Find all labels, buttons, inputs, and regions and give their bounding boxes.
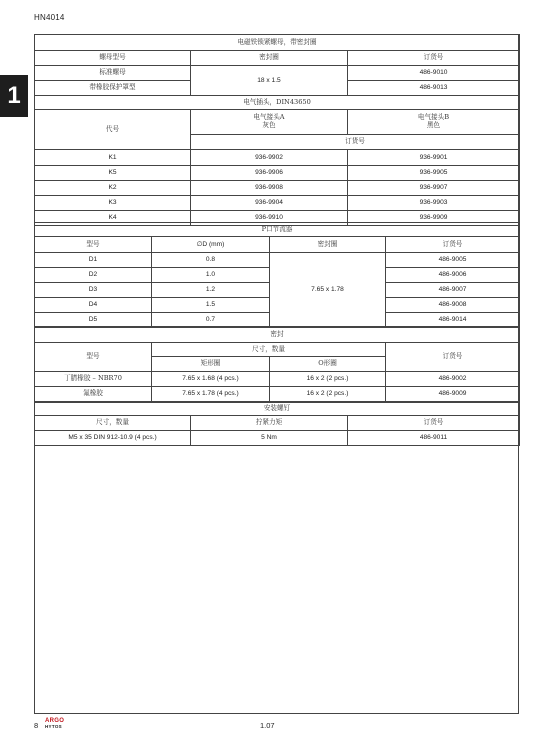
table-row [35, 431, 520, 446]
order-number: 486-9011 [348, 431, 520, 446]
order-number-a: 936-9906 [191, 166, 348, 181]
connector-a-color: 灰色 [262, 121, 276, 129]
lock-nut-table [34, 34, 520, 96]
orifice-type: D2 [35, 268, 152, 283]
col-diameter: ∅D (mm) [152, 237, 270, 253]
orifice-diameter: 1.5 [152, 298, 270, 313]
page-number: 8 [34, 721, 39, 730]
col-code: 代号 [35, 110, 191, 150]
col-seal: 密封圈 [191, 51, 348, 66]
orifice-type: D4 [35, 298, 152, 313]
connector-b-color: 黑色 [426, 121, 441, 129]
seals-table [34, 326, 520, 402]
orifice-type: D3 [35, 283, 152, 298]
order-number-b: 936-9907 [348, 181, 520, 196]
table-header-row [35, 343, 520, 357]
col-connector-a [191, 110, 348, 135]
connector-code: K3 [35, 196, 191, 211]
rect-ring-size: 7.65 x 1.68 (4 pcs.) [152, 372, 270, 387]
order-number-b: 936-9905 [348, 166, 520, 181]
seal-material: 丁腈橡胶 – NBR70 [35, 372, 152, 387]
table-row [35, 66, 520, 81]
order-number-b: 936-9903 [348, 196, 520, 211]
table-header-row [35, 416, 520, 431]
seal-size: 7.65 x 1.78 [270, 253, 386, 328]
orifice-table [34, 222, 520, 328]
order-number-b: 936-9909 [348, 211, 520, 226]
connector-code: K1 [35, 150, 191, 166]
col-o-ring: O形圈 [270, 357, 386, 372]
order-number: 486-9010 [348, 66, 520, 81]
col-connector-b [348, 110, 520, 135]
orifice-type: D1 [35, 253, 152, 268]
o-ring-size: 16 x 2 (2 pcs.) [270, 372, 386, 387]
table-row [35, 372, 520, 387]
col-torque: 拧紧力矩 [191, 416, 348, 431]
table-row [35, 196, 520, 211]
col-order-number: 订货号 [348, 416, 520, 431]
col-order-number: 订货号 [348, 51, 520, 66]
connector-code: K5 [35, 166, 191, 181]
order-number-a: 936-9910 [191, 211, 348, 226]
table-header-row [35, 237, 520, 253]
col-order-number: 订货号 [386, 237, 520, 253]
orifice-title: P口节流器 [35, 223, 520, 237]
col-size-quantity: 尺寸，数量 [35, 416, 191, 431]
seals-title: 密封 [35, 327, 520, 343]
rect-ring-size: 7.65 x 1.78 (4 pcs.) [152, 387, 270, 402]
table-row [35, 253, 520, 268]
nut-type: 带橡胶保护罩型 [35, 81, 191, 96]
lock-nut-title: 电磁铁锁紧螺母，带密封圈 [35, 35, 520, 51]
connector-table [34, 95, 520, 226]
col-nut-type: 螺母型号 [35, 51, 191, 66]
col-seal: 密封圈 [270, 237, 386, 253]
order-number: 486-9005 [386, 253, 520, 268]
table-row [35, 181, 520, 196]
col-order-number: 订货号 [191, 135, 520, 150]
col-size-quantity: 尺寸，数量 [152, 343, 386, 357]
document-version: 1.07 [260, 721, 275, 730]
col-type: 型号 [35, 237, 152, 253]
seal-size: 18 x 1.5 [191, 66, 348, 96]
logo-top-text: ARGO [45, 718, 65, 724]
connector-code: K4 [35, 211, 191, 226]
connector-a-label: 电气接头A [253, 113, 285, 122]
table-row [35, 387, 520, 402]
table-row [35, 166, 520, 181]
chapter-tab: 1 [0, 75, 28, 117]
order-number-b: 936-9901 [348, 150, 520, 166]
col-order-number: 订货号 [386, 343, 520, 372]
table-header-row [35, 51, 520, 66]
table-header-row [35, 110, 520, 135]
order-number-a: 936-9904 [191, 196, 348, 211]
screw-size: M5 x 35 DIN 912-10.9 (4 pcs.) [35, 431, 191, 446]
orifice-diameter: 1.2 [152, 283, 270, 298]
orifice-diameter: 0.7 [152, 313, 270, 328]
col-type: 型号 [35, 343, 152, 372]
seal-material: 氟橡胶 [35, 387, 152, 402]
screws-title: 安装螺钉 [35, 403, 520, 416]
table-row [35, 150, 520, 166]
argo-hytos-logo [45, 719, 75, 729]
document-code: HN4014 [34, 13, 65, 22]
order-number: 486-9008 [386, 298, 520, 313]
order-number: 486-9006 [386, 268, 520, 283]
nut-type: 标准螺母 [35, 66, 191, 81]
orifice-type: D5 [35, 313, 152, 328]
o-ring-size: 16 x 2 (2 pcs.) [270, 387, 386, 402]
order-number-a: 936-9908 [191, 181, 348, 196]
order-number: 486-9007 [386, 283, 520, 298]
orifice-diameter: 1.0 [152, 268, 270, 283]
order-number: 486-9013 [348, 81, 520, 96]
order-number: 486-9014 [386, 313, 520, 328]
order-number: 486-9002 [386, 372, 520, 387]
connector-b-label: 电气接头B [417, 113, 450, 122]
connector-code: K2 [35, 181, 191, 196]
tightening-torque: 5 Nm [191, 431, 348, 446]
order-number-a: 936-9902 [191, 150, 348, 166]
col-rect-ring: 矩形圈 [152, 357, 270, 372]
order-number: 486-9009 [386, 387, 520, 402]
orifice-diameter: 0.8 [152, 253, 270, 268]
logo-bottom-text: HYTOS [45, 724, 62, 729]
connector-title: 电气插头，DIN43650 [35, 96, 520, 110]
screws-table [34, 402, 520, 446]
